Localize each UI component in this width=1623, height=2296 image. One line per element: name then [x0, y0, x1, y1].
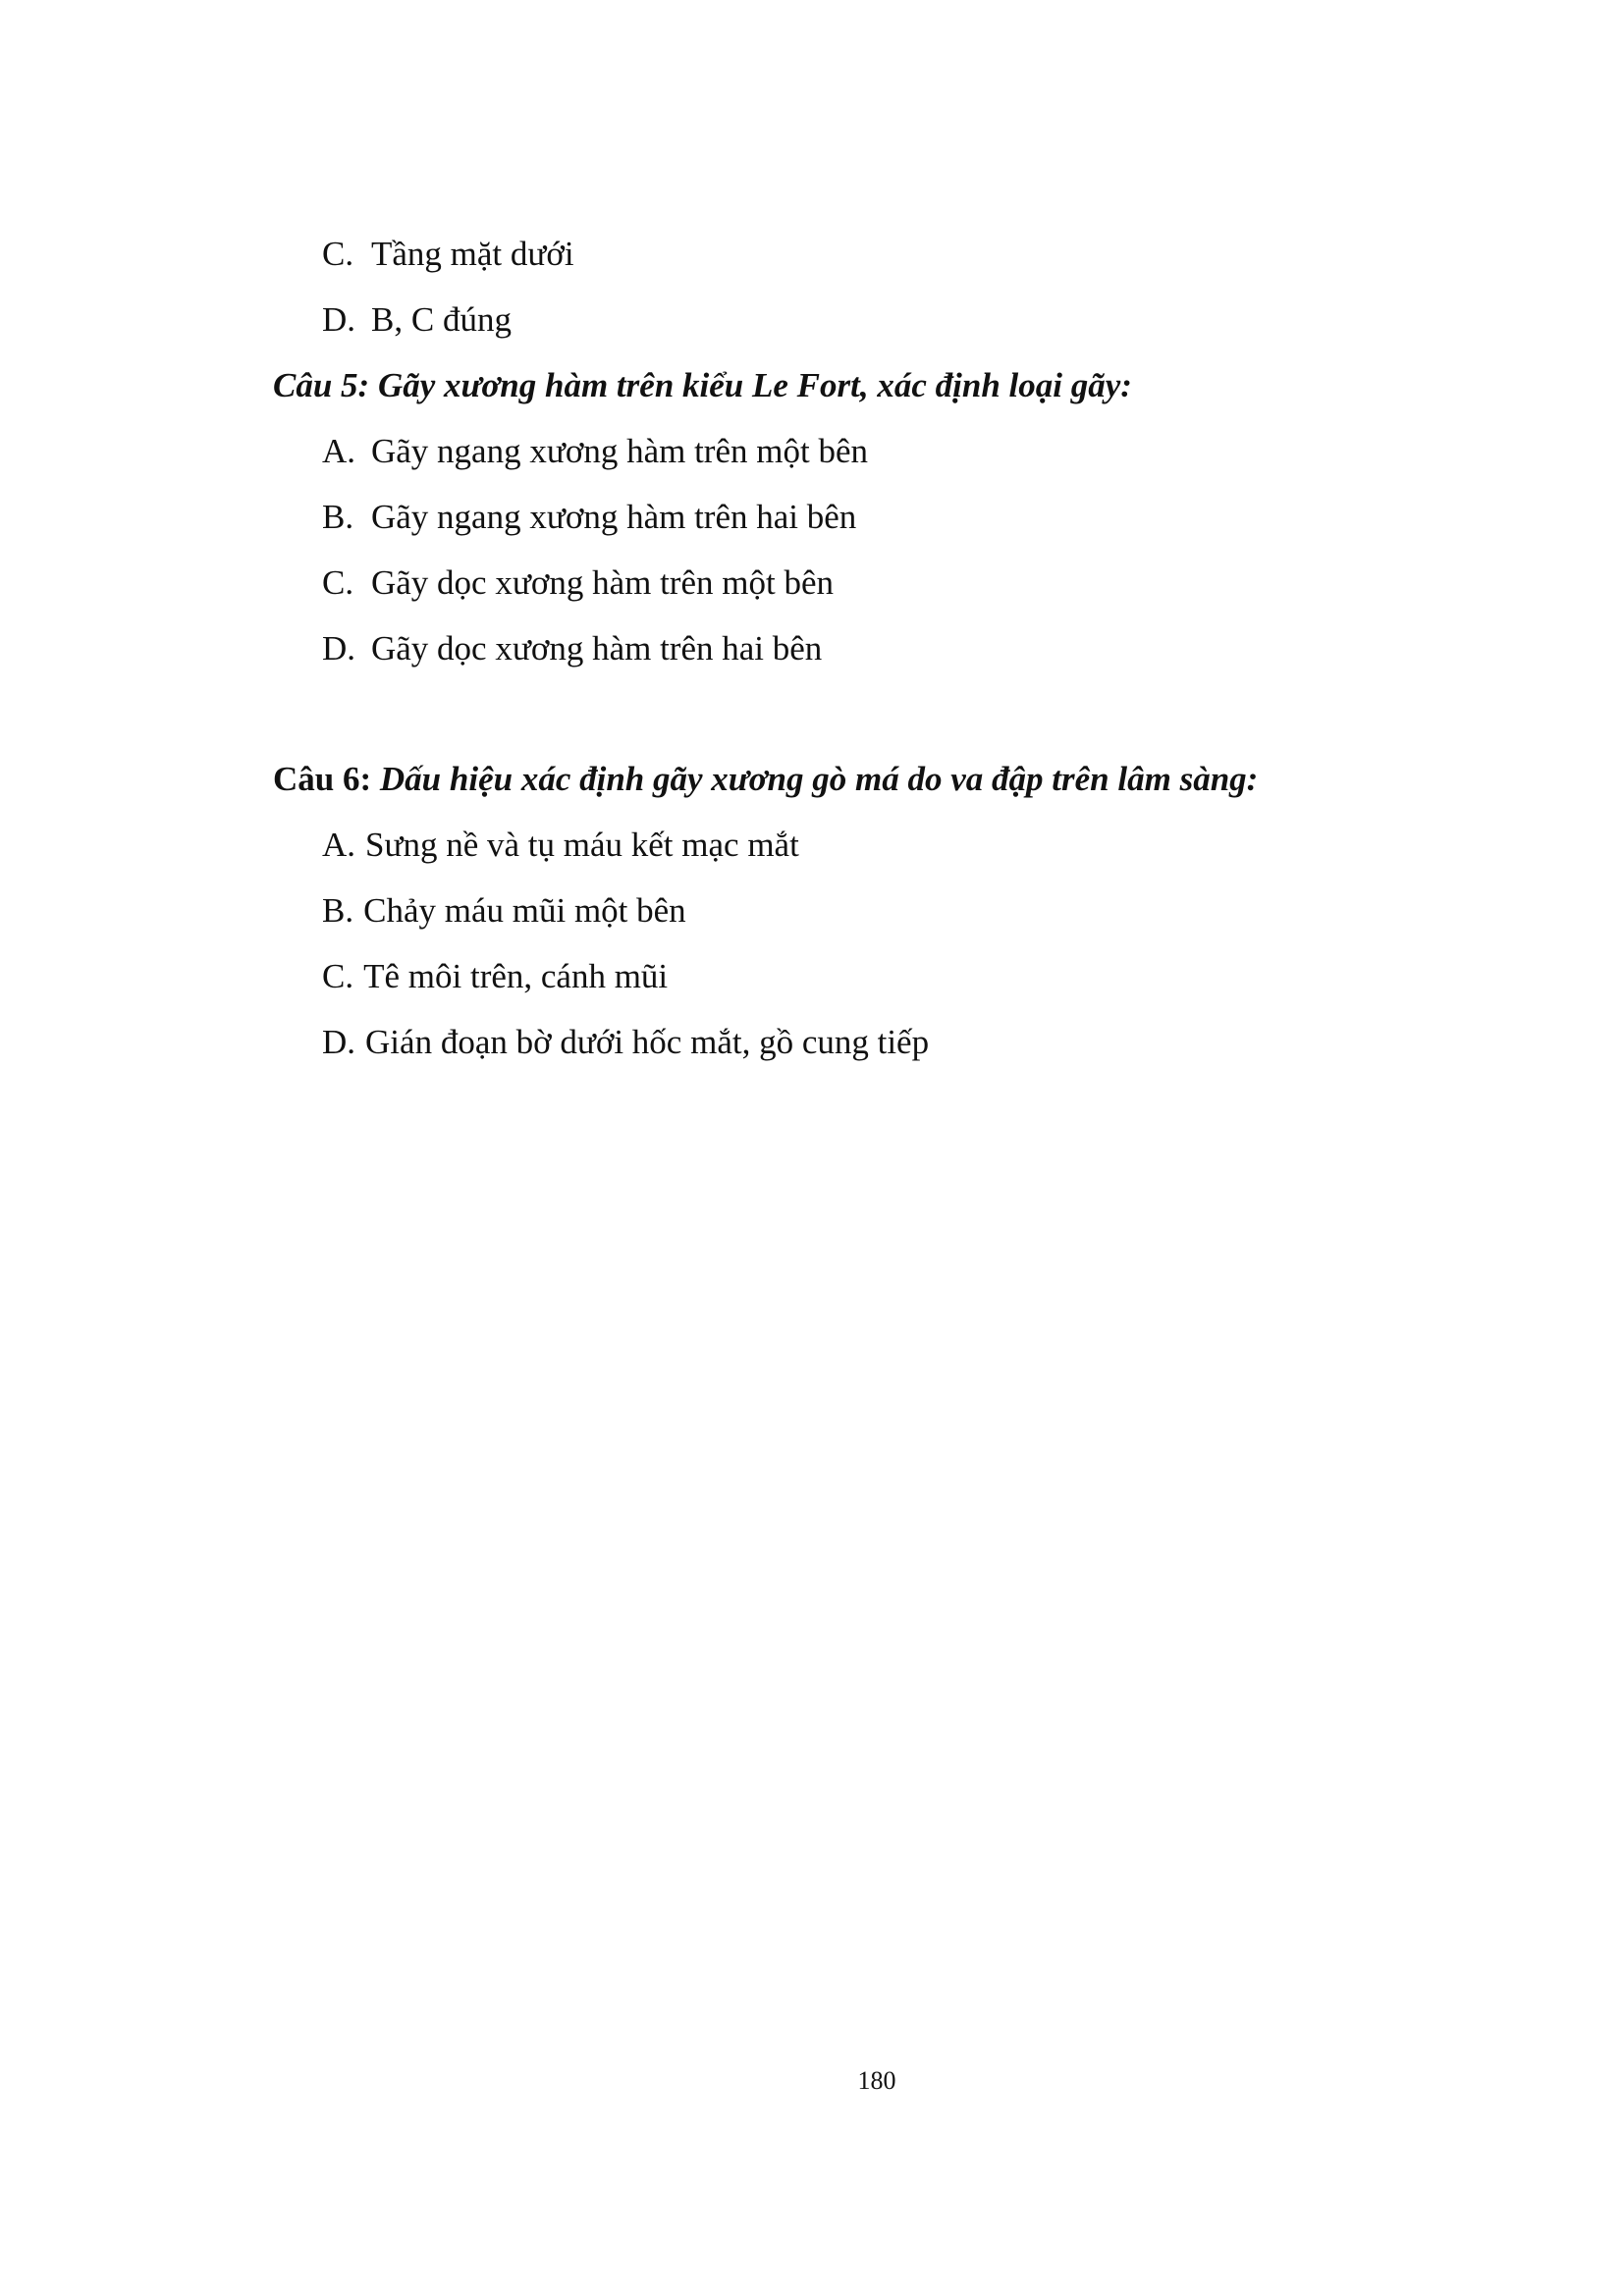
option-text: Tầng mặt dưới [371, 235, 574, 273]
q5-option-b [322, 497, 856, 538]
question-number: Câu 5: [273, 366, 370, 404]
option-text: Tê môi trên, cánh mũi [363, 957, 669, 995]
option-label: C. [322, 563, 354, 602]
question-number: Câu 6: [273, 760, 372, 798]
q6-option-a [322, 825, 799, 866]
question-text: Gãy xương hàm trên kiểu Le Fort, xác định loại gãy: [377, 366, 1132, 404]
q5-option-d [322, 628, 822, 669]
page-number: 180 [857, 2066, 896, 2095]
option-text: Gãy ngang xương hàm trên một bên [371, 432, 868, 470]
option-label: D. [322, 300, 356, 339]
option-text: Sưng nề và tụ máu kết mạc mắt [365, 826, 799, 864]
question-text: Dấu hiệu xác định gãy xương gò má do va đập trên lâm sàng: [379, 760, 1259, 798]
option-label: D. [322, 1023, 356, 1061]
option-text: B, C đúng [371, 300, 512, 339]
q6-option-b [322, 890, 686, 932]
option-d-prev [322, 299, 512, 341]
option-label: B. [322, 498, 354, 536]
option-text: Gãy dọc xương hàm trên hai bên [371, 629, 823, 667]
option-c-prev [322, 234, 574, 275]
option-label: B. [322, 891, 354, 930]
option-label: A. [322, 432, 356, 470]
option-text: Gián đoạn bờ dưới hốc mắt, gồ cung tiếp [365, 1023, 930, 1061]
option-label: D. [322, 629, 356, 667]
option-label: C. [322, 235, 354, 273]
option-text: Gãy dọc xương hàm trên một bên [371, 563, 834, 602]
option-text: Gãy ngang xương hàm trên hai bên [371, 498, 857, 536]
question-6-heading [273, 759, 1258, 800]
option-label: C. [322, 957, 354, 995]
q6-option-c [322, 956, 668, 997]
question-5-heading [273, 365, 1132, 406]
q5-option-c [322, 562, 834, 604]
q6-option-d [322, 1022, 929, 1063]
q5-option-a [322, 431, 868, 472]
option-label: A. [322, 826, 356, 864]
option-text: Chảy máu mũi một bên [363, 891, 686, 930]
